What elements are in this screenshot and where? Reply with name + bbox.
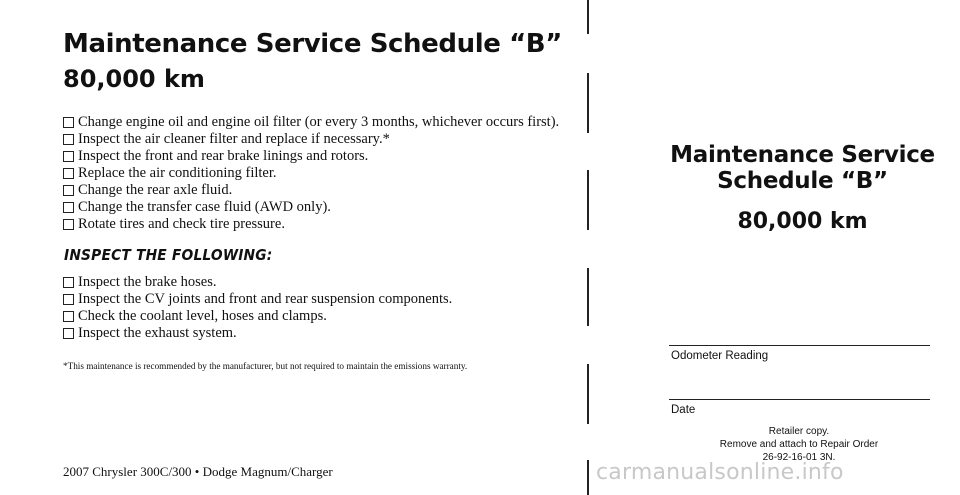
checkbox[interactable]: [63, 117, 74, 128]
inspect-item: Inspect the CV joints and front and rear suspension components.: [63, 291, 452, 308]
task-item: Replace the air conditioning filter.: [63, 165, 559, 182]
retailer-note: Retailer copy. Remove and attach to Repair Order 26-92-16-01 3N.: [719, 426, 879, 463]
checkbox[interactable]: [63, 202, 74, 213]
perforation-line: [587, 268, 589, 326]
task-item: Change engine oil and engine oil filter (or every 3 months, whichever occurs first).: [63, 114, 559, 131]
inspect-item: Check the coolant level, hoses and clamps.: [63, 308, 452, 325]
perforation-line: [587, 364, 589, 424]
checkbox[interactable]: [63, 277, 74, 288]
odometer-line[interactable]: [669, 345, 930, 346]
perforation-line: [587, 0, 589, 34]
task-item: Change the rear axle fluid.: [63, 182, 559, 199]
date-line[interactable]: [669, 399, 930, 400]
emissions-footnote: *This maintenance is recommended by the manufacturer, but not required to maintain the emissions warranty.: [63, 361, 468, 371]
task-item: Inspect the front and rear brake linings and rotors.: [63, 148, 559, 165]
perforation-line: [587, 73, 589, 133]
checkbox[interactable]: [63, 185, 74, 196]
maintenance-task-list: [63, 114, 559, 233]
watermark: carmanualsonline.info: [596, 460, 844, 485]
inspect-item: Inspect the exhaust system.: [63, 325, 452, 342]
task-item: Inspect the air cleaner filter and replace if necessary.*: [63, 131, 559, 148]
inspect-list: [63, 274, 452, 342]
checkbox[interactable]: [63, 151, 74, 162]
task-item: Change the transfer case fluid (AWD only).: [63, 199, 559, 216]
inspect-heading: INSPECT THE FOLLOWING:: [64, 246, 273, 264]
checkbox[interactable]: [63, 311, 74, 322]
page-footer: 2007 Chrysler 300C/300 • Dodge Magnum/Charger: [63, 464, 333, 479]
odometer-label: Odometer Reading: [671, 350, 769, 362]
checkbox[interactable]: [63, 294, 74, 305]
schedule-title: Maintenance Service Schedule “B”: [63, 29, 562, 59]
schedule-mileage: 80,000 km: [63, 65, 205, 93]
coupon-mileage: 80,000 km: [737, 209, 868, 234]
perforation-line: [587, 460, 589, 495]
task-item: Rotate tires and check tire pressure.: [63, 216, 559, 233]
date-label: Date: [671, 404, 696, 416]
coupon-title: Maintenance Service Schedule “B”: [670, 142, 935, 194]
checkbox[interactable]: [63, 219, 74, 230]
inspect-item: Inspect the brake hoses.: [63, 274, 452, 291]
checkbox[interactable]: [63, 134, 74, 145]
checkbox[interactable]: [63, 328, 74, 339]
perforation-line: [587, 170, 589, 230]
checkbox[interactable]: [63, 168, 74, 179]
